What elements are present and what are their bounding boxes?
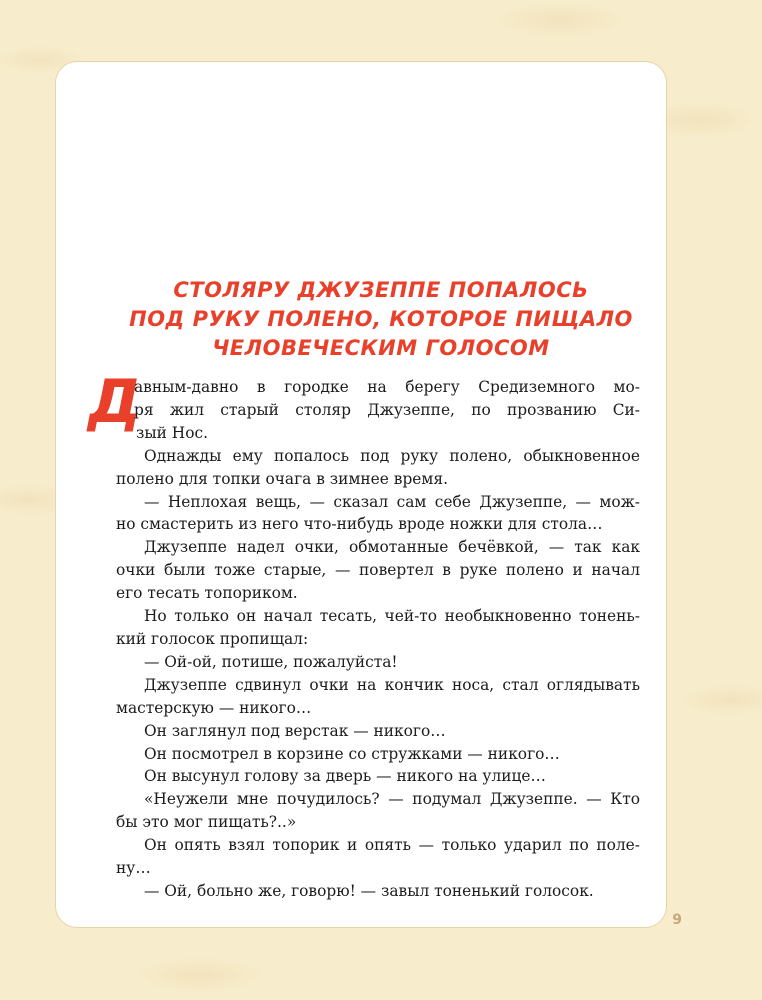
paragraph (88, 674, 640, 720)
paragraph (88, 743, 640, 766)
paragraph (88, 788, 640, 834)
chapter-title-line: СТОЛЯРУ ДЖУЗЕППЕ ПОПАЛОСЬ (173, 278, 589, 302)
story-text (88, 367, 640, 903)
text-line: Однажды ему попалось под руку полено, обыкновенное (144, 446, 640, 465)
chapter-title (0, 276, 762, 363)
text-line: Джузеппе сдвинул очки на кончик носа, стал оглядывать (144, 675, 640, 694)
text-line: его тесать топориком. (116, 584, 298, 603)
chapter-title-line: ПОД РУКУ ПОЛЕНО, КОТОРОЕ ПИЩАЛО (129, 307, 633, 331)
text-line: Он посмотрел в корзине со стружками — никого… (144, 744, 560, 763)
chapter-title-line: ЧЕЛОВЕЧЕСКИМ ГОЛОСОМ (212, 336, 550, 360)
text-line: кий голосок пропищал: (116, 629, 309, 648)
paragraph (88, 536, 640, 605)
page-number: 9 (672, 912, 682, 928)
paragraph (88, 491, 640, 537)
text-line: Он опять взял топорик и опять — только ударил по поле- (144, 836, 640, 855)
text-line: — Ой-ой, потише, пожалуйста! (144, 652, 398, 671)
paragraph (88, 834, 640, 880)
first-paragraph (88, 367, 640, 445)
text-line: полено для топки очага в зимнее время. (116, 469, 448, 488)
paragraph (88, 605, 640, 651)
text-line: зый Нос. (136, 423, 208, 442)
text-line: «Неужели мне почудилось? — подумал Джузеппе. — Кто (144, 790, 640, 809)
paragraph (88, 765, 640, 788)
text-line: авным-давно в городке на берегу Средиземного мо- (134, 378, 640, 396)
text-line: ря жил старый столяр Джузеппе, по прозванию Си- (134, 400, 640, 419)
drop-cap-letter: Д (88, 367, 142, 437)
text-line: — Неплохая вещь, — сказал сам себе Джузеппе, — мож- (144, 492, 640, 511)
paragraph (88, 880, 640, 903)
text-line: но смастерить из него что-нибудь вроде ножки для стола… (116, 515, 603, 534)
text-line: очки были тоже старые, — повертел в руке полено и начал (116, 561, 640, 580)
text-line: ну… (116, 859, 151, 878)
text-line: Он заглянул под верстак — никого… (144, 721, 446, 740)
text-line: — Ой, больно же, говорю! — завыл тоненький голосок. (144, 881, 594, 900)
text-line: мастерскую — никого… (116, 698, 312, 717)
text-line: Он высунул голову за дверь — никого на улице… (144, 767, 546, 786)
text-line: бы это мог пищать?..» (116, 813, 297, 832)
text-line: Но только он начал тесать, чей-то необыкновенно тонень- (144, 607, 640, 626)
paragraph (88, 720, 640, 743)
story-paragraphs (88, 445, 640, 903)
paragraph (88, 651, 640, 674)
text-line: Джузеппе надел очки, обмотанные бечёвкой, — так как (144, 538, 640, 557)
paragraph (88, 445, 640, 491)
